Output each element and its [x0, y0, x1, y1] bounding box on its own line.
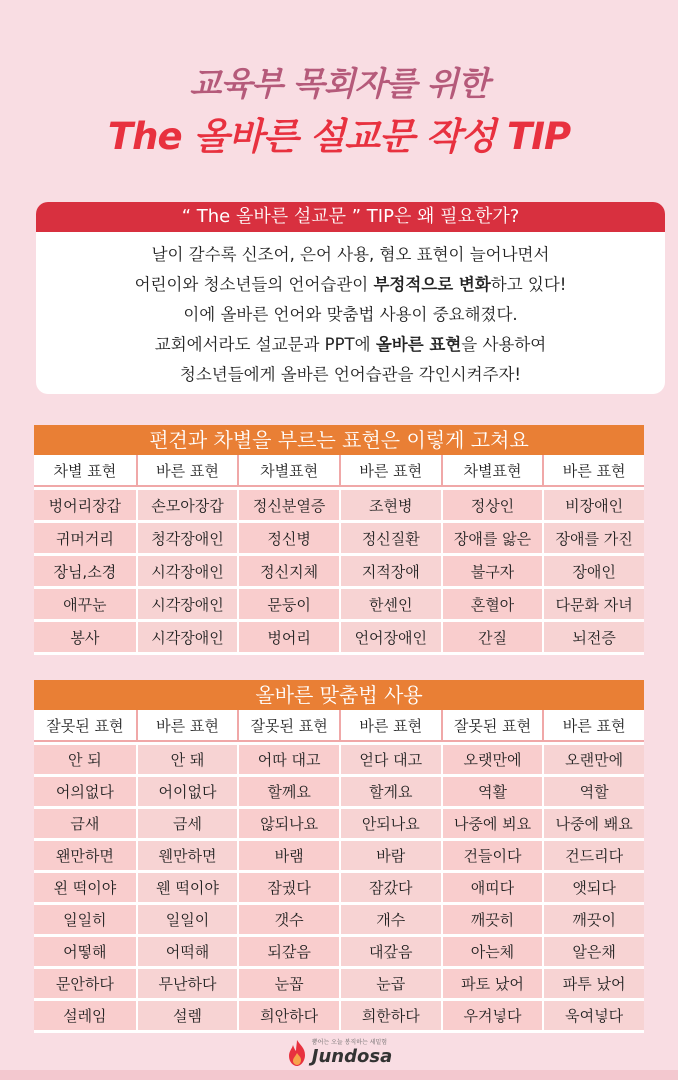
jundosa-logo [286, 1039, 392, 1067]
table-cell: 애띠다 [441, 870, 543, 902]
table-cell: 애꾸눈 [34, 586, 136, 619]
table-cell: 웬 떡이야 [136, 870, 238, 902]
table-cell: 희한하다 [339, 998, 441, 1030]
table-cell: 건드리다 [542, 838, 644, 870]
spelling-section-title: 올바른 맞춤법 사용 [34, 680, 644, 710]
table-cell: 얻다 대고 [339, 742, 441, 774]
column-header: 바른 표현 [542, 710, 644, 742]
table-cell: 개수 [339, 902, 441, 934]
table-cell: 벙어리장갑 [34, 487, 136, 520]
table-cell: 갯수 [237, 902, 339, 934]
table-header-row [34, 455, 644, 487]
table-cell: 조현병 [339, 487, 441, 520]
table-cell: 정신지체 [237, 553, 339, 586]
table-cell: 역활 [441, 774, 543, 806]
column-header: 잘못된 표현 [237, 710, 339, 742]
flame-icon [286, 1039, 308, 1067]
table-row [34, 487, 644, 520]
table-cell: 아는체 [441, 934, 543, 966]
table-cell: 시각장애인 [136, 553, 238, 586]
table-cell: 귀머거리 [34, 520, 136, 553]
tip-body [36, 232, 665, 390]
table-cell: 웬만하면 [136, 838, 238, 870]
table-cell: 대갚음 [339, 934, 441, 966]
table-cell: 어떡해 [136, 934, 238, 966]
table-cell: 깨끗이 [542, 902, 644, 934]
table-cell: 금세 [136, 806, 238, 838]
table-row [34, 870, 644, 902]
table-row [34, 838, 644, 870]
column-header: 바른 표현 [339, 710, 441, 742]
table-cell: 우겨넣다 [441, 998, 543, 1030]
table-row [34, 553, 644, 586]
table-cell: 안 되 [34, 742, 136, 774]
table-cell: 건들이다 [441, 838, 543, 870]
tip-line: 교회에서라도 설교문과 PPT에 올바른 표현을 사용하여 [154, 335, 547, 354]
table-row [34, 586, 644, 619]
tip-header: “ The 올바른 설교문 ” TIP은 왜 필요한가? [36, 202, 665, 232]
column-header: 바른 표현 [136, 710, 238, 742]
table-cell: 지적장애 [339, 553, 441, 586]
table-cell: 시각장애인 [136, 586, 238, 619]
table-cell: 잠궜다 [237, 870, 339, 902]
table-cell: 장님,소경 [34, 553, 136, 586]
table-cell: 나중에 봬요 [542, 806, 644, 838]
tip-line: 청소년들에게 올바른 언어습관을 각인시켜주자! [179, 365, 522, 384]
table-cell: 파투 났어 [542, 966, 644, 998]
page-title: The 올바른 설교문 작성 TIP [107, 115, 571, 158]
table-cell: 한센인 [339, 586, 441, 619]
table-cell: 어의없다 [34, 774, 136, 806]
table-cell: 안 돼 [136, 742, 238, 774]
table-cell: 무난하다 [136, 966, 238, 998]
table-cell: 장애를 앓은 [441, 520, 543, 553]
column-header: 바른 표현 [542, 455, 644, 487]
table-cell: 설레임 [34, 998, 136, 1030]
table-cell: 뇌전증 [542, 619, 644, 652]
table-cell: 알은채 [542, 934, 644, 966]
tip-line: 어린이와 청소년들의 언어습관이 부정적으로 변화하고 있다! [134, 275, 567, 294]
table-cell: 할께요 [237, 774, 339, 806]
table-cell: 문안하다 [34, 966, 136, 998]
table-cell: 일일이 [136, 902, 238, 934]
table-cell: 금새 [34, 806, 136, 838]
table-cell: 언어장애인 [339, 619, 441, 652]
table-cell: 어따 대고 [237, 742, 339, 774]
table-cell: 왠만하면 [34, 838, 136, 870]
table-cell: 비장애인 [542, 487, 644, 520]
table-cell: 봉사 [34, 619, 136, 652]
table-cell: 되갚음 [237, 934, 339, 966]
table-cell: 할게요 [339, 774, 441, 806]
bottom-band [0, 1070, 678, 1080]
logo-tagline: 뿜어는 오늘 봉직하는 세밑험 [311, 1039, 388, 1046]
table-cell: 오랫만에 [441, 742, 543, 774]
table-row [34, 520, 644, 553]
column-header: 바른 표현 [136, 455, 238, 487]
table-cell: 장애를 가진 [542, 520, 644, 553]
table-cell: 왼 떡이야 [34, 870, 136, 902]
table-cell: 시각장애인 [136, 619, 238, 652]
table-row [34, 998, 644, 1030]
table-cell: 불구자 [441, 553, 543, 586]
table-cell: 앳되다 [542, 870, 644, 902]
table-header-row [34, 710, 644, 742]
column-header: 차별 표현 [34, 455, 136, 487]
bias-section [34, 425, 644, 655]
table-row [34, 934, 644, 966]
table-cell: 청각장애인 [136, 520, 238, 553]
table-cell: 손모아장갑 [136, 487, 238, 520]
table-cell: 않되나요 [237, 806, 339, 838]
table-cell: 어떻해 [34, 934, 136, 966]
bias-table [34, 455, 644, 652]
table-row [34, 774, 644, 806]
table-cell: 어이없다 [136, 774, 238, 806]
table-cell: 설렘 [136, 998, 238, 1030]
column-header: 차별표현 [237, 455, 339, 487]
table-cell: 욱여넣다 [542, 998, 644, 1030]
table-bottom-border [34, 652, 644, 655]
table-row [34, 902, 644, 934]
bias-section-title: 편견과 차별을 부르는 표현은 이렇게 고쳐요 [34, 425, 644, 455]
spelling-table [34, 710, 644, 1030]
table-row [34, 966, 644, 998]
table-cell: 문둥이 [237, 586, 339, 619]
table-cell: 깨끗히 [441, 902, 543, 934]
table-cell: 파토 났어 [441, 966, 543, 998]
tip-line: 날이 갈수록 신조어, 은어 사용, 혐오 표현이 늘어나면서 [151, 245, 550, 264]
page-subtitle: 교육부 목회자를 위한 [189, 64, 489, 103]
table-cell: 정신분열증 [237, 487, 339, 520]
table-row [34, 742, 644, 774]
tip-line: 이에 올바른 언어와 맞춤법 사용이 중요해졌다. [183, 305, 518, 324]
table-row [34, 619, 644, 652]
table-cell: 정상인 [441, 487, 543, 520]
spelling-section [34, 680, 644, 1033]
column-header: 바른 표현 [339, 455, 441, 487]
column-header: 잘못된 표현 [441, 710, 543, 742]
footer [0, 1036, 678, 1070]
table-cell: 눈꼽 [237, 966, 339, 998]
column-header: 차별표현 [441, 455, 543, 487]
table-cell: 나중에 뵈요 [441, 806, 543, 838]
table-row [34, 806, 644, 838]
table-cell: 다문화 자녀 [542, 586, 644, 619]
tip-box [36, 202, 665, 394]
logo-brand: Jundosa [311, 1046, 393, 1067]
table-cell: 바램 [237, 838, 339, 870]
table-cell: 장애인 [542, 553, 644, 586]
table-cell: 희안하다 [237, 998, 339, 1030]
table-cell: 안되나요 [339, 806, 441, 838]
column-header: 잘못된 표현 [34, 710, 136, 742]
table-cell: 오랜만에 [542, 742, 644, 774]
table-cell: 정신병 [237, 520, 339, 553]
table-cell: 벙어리 [237, 619, 339, 652]
table-cell: 잠갔다 [339, 870, 441, 902]
table-cell: 역할 [542, 774, 644, 806]
table-cell: 일일히 [34, 902, 136, 934]
table-cell: 정신질환 [339, 520, 441, 553]
table-cell: 간질 [441, 619, 543, 652]
table-cell: 바람 [339, 838, 441, 870]
table-bottom-border [34, 1030, 644, 1033]
table-cell: 혼혈아 [441, 586, 543, 619]
table-cell: 눈곱 [339, 966, 441, 998]
